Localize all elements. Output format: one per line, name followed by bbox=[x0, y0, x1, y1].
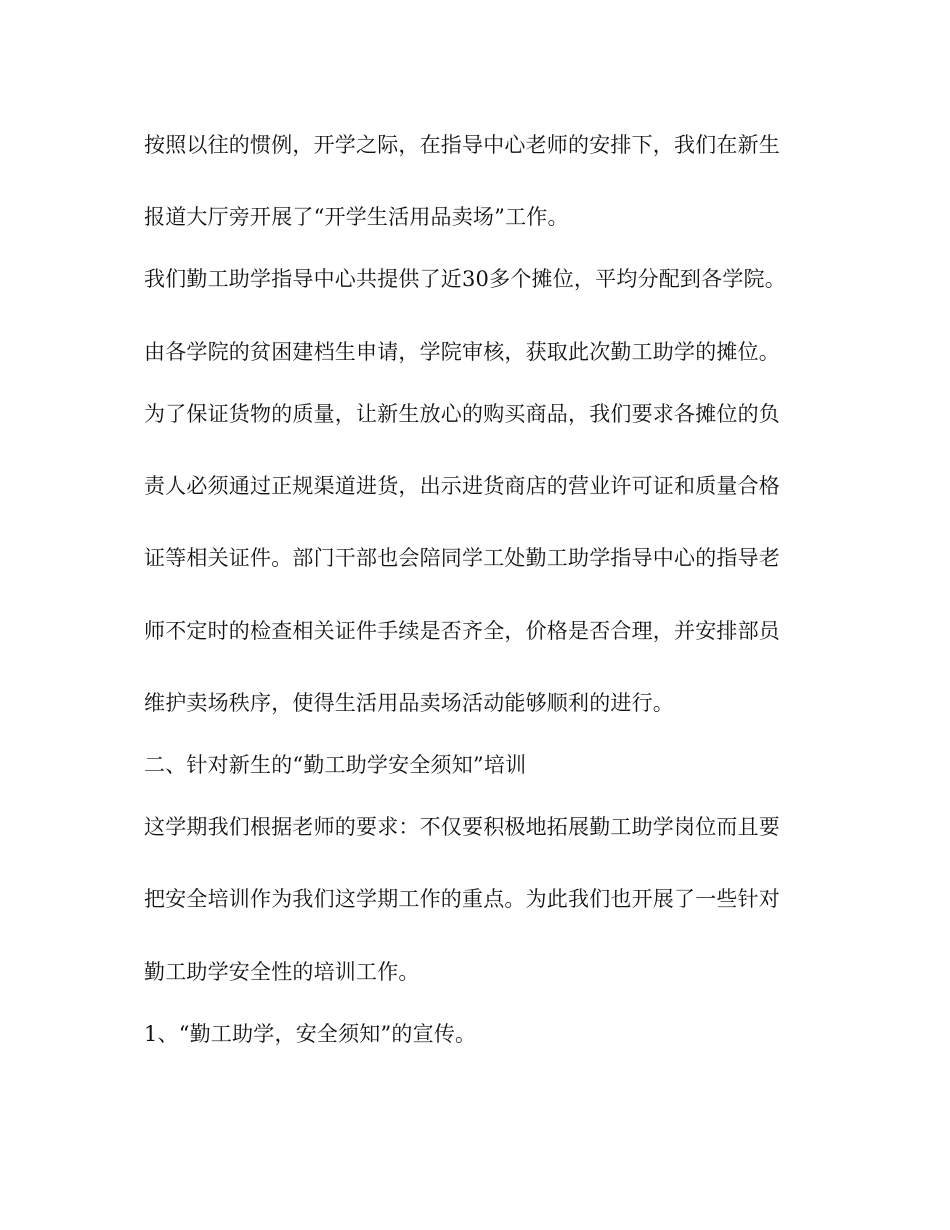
paragraph-line: 按照以往的惯例，开学之际，在指导中心老师的安排下，我们在新生 bbox=[144, 133, 780, 157]
paragraph-line: 维护卖场秩序，使得生活用品卖场活动能够顺利的进行。 bbox=[144, 691, 674, 715]
paragraph-line: 责人必须通过正规渠道进货，出示进货商店的营业许可证和质量合格 bbox=[144, 474, 780, 498]
paragraph-line: 这学期我们根据老师的要求：不仅要积极地拓展勤工助学岗位而且要 bbox=[144, 815, 780, 839]
section-heading: 二、针对新生的“勤工助学安全须知”培训 bbox=[144, 753, 527, 777]
paragraph-line: 由各学院的贫困建档生申请，学院审核，获取此次勤工助学的摊位。 bbox=[144, 340, 780, 364]
paragraph-line: 报道大厅旁开展了“开学生活用品卖场”工作。 bbox=[144, 205, 569, 229]
paragraph-line: 勤工助学安全性的培训工作。 bbox=[144, 960, 420, 984]
paragraph-line: 把安全培训作为我们这学期工作的重点。为此我们也开展了一些针对 bbox=[144, 887, 780, 911]
paragraph-line: 我们勤工助学指导中心共提供了近30多个摊位，平均分配到各学院。 bbox=[144, 267, 786, 291]
paragraph-line: 师不定时的检查相关证件手续是否齐全，价格是否合理，并安排部员 bbox=[144, 619, 780, 643]
subsection-heading: 1、“勤工助学，安全须知”的宣传。 bbox=[144, 1022, 477, 1046]
paragraph-line: 证等相关证件。部门干部也会陪同学工处勤工助学指导中心的指导老 bbox=[144, 546, 780, 570]
paragraph-line: 为了保证货物的质量，让新生放心的购买商品，我们要求各摊位的负 bbox=[144, 402, 780, 426]
